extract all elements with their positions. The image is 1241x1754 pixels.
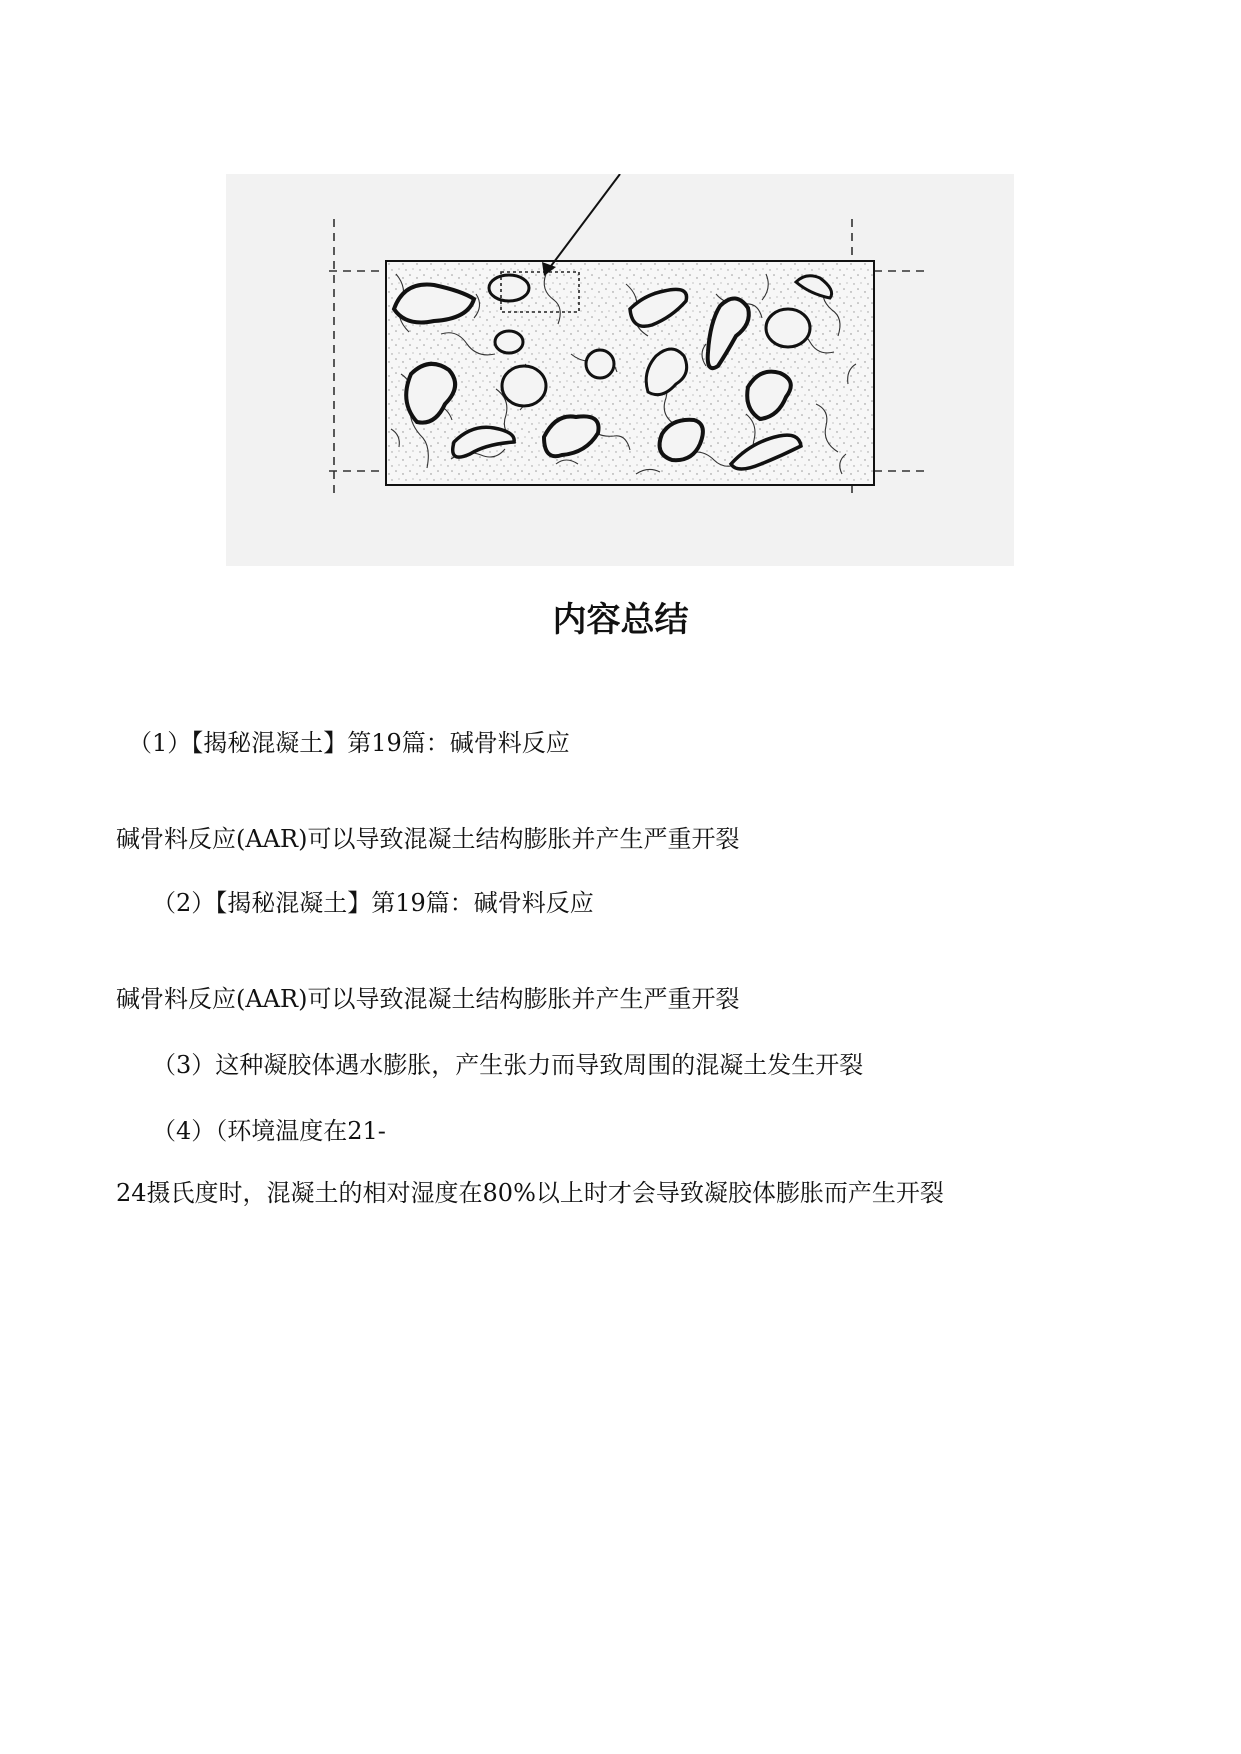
aar-cracking-diagram-icon — [226, 174, 1014, 566]
summary-item-4: （4）（环境温度在21- — [152, 1117, 386, 1145]
summary-item-4-continued: 24摄氏度时，混凝土的相对湿度在80%以上时才会导致凝胶体膨胀而产生开裂 — [116, 1179, 944, 1207]
summary-item-1-detail: 碱骨料反应(AAR)可以导致混凝土结构膨胀并产生严重开裂 — [116, 825, 740, 853]
aar-concrete-diagram — [226, 174, 1014, 566]
summary-item-3: （3）这种凝胶体遇水膨胀，产生张力而导致周围的混凝土发生开裂 — [152, 1051, 864, 1079]
page-title: 内容总结 — [552, 600, 689, 640]
summary-item-2-detail: 碱骨料反应(AAR)可以导致混凝土结构膨胀并产生严重开裂 — [116, 985, 740, 1013]
summary-item-1: （1）【揭秘混凝土】第19篇：碱骨料反应 — [128, 729, 570, 757]
summary-item-2: （2）【揭秘混凝土】第19篇：碱骨料反应 — [152, 889, 594, 917]
